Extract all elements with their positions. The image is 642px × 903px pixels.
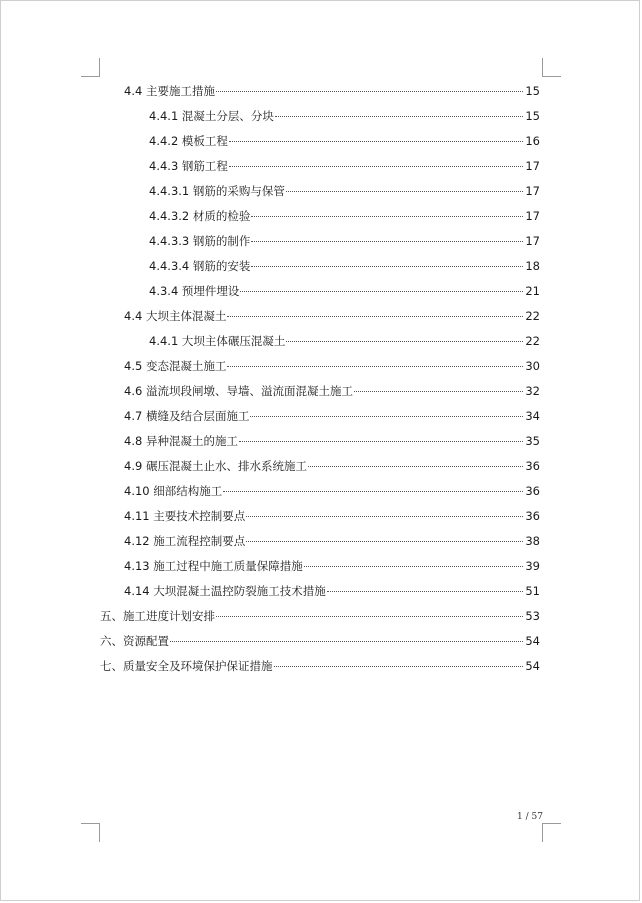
- toc-entry-page-number: 34: [525, 409, 540, 423]
- toc-entry-title: 4.4.3.3 钢筋的制作: [149, 234, 251, 248]
- toc-entry-title: 4.4.1 混凝土分层、分块: [149, 109, 274, 123]
- toc-entry-title: 4.5 变态混凝土施工: [124, 359, 227, 373]
- toc-entry-title: 4.4.3.2 材质的检验: [149, 209, 251, 223]
- toc-leader-dots: [327, 591, 523, 592]
- toc-leader-dots: [274, 666, 524, 667]
- toc-entry[interactable]: [1, 354, 641, 379]
- toc-entry-title: 4.13 施工过程中施工质量保障措施: [124, 559, 303, 573]
- toc-entry[interactable]: [1, 454, 641, 479]
- toc-entry-title: 4.4.3.4 钢筋的安装: [149, 259, 251, 273]
- toc-entry-page-number: 32: [525, 384, 540, 398]
- toc-entry[interactable]: [1, 229, 641, 254]
- toc-entry-page-number: 35: [525, 434, 540, 448]
- toc-entry-title: 4.4 主要施工措施: [124, 84, 215, 98]
- toc-entry-page-number: 53: [525, 609, 540, 623]
- toc-leader-dots: [229, 166, 523, 167]
- toc-entry[interactable]: [1, 654, 641, 679]
- toc-leader-dots: [246, 541, 523, 542]
- toc-entry-page-number: 54: [525, 659, 540, 673]
- toc-entry-title: 4.4.2 模板工程: [149, 134, 228, 148]
- toc-entry-title: 4.12 施工流程控制要点: [124, 534, 246, 548]
- toc-entry-title: 五、施工进度计划安排: [100, 609, 215, 623]
- toc-entry[interactable]: [1, 529, 641, 554]
- toc-leader-dots: [286, 191, 523, 192]
- toc-leader-dots: [170, 641, 523, 642]
- toc-leader-dots: [229, 141, 523, 142]
- toc-entry[interactable]: [1, 629, 641, 654]
- toc-entry-page-number: 15: [525, 109, 540, 123]
- toc-entry-title: 4.14 大坝混凝土温控防裂施工技术措施: [124, 584, 326, 598]
- toc-entry-page-number: 36: [525, 484, 540, 498]
- toc-entry[interactable]: [1, 104, 641, 129]
- toc-entry-title: 4.4.1 大坝主体碾压混凝土: [149, 334, 286, 348]
- toc-leader-dots: [251, 266, 523, 267]
- toc-leader-dots: [246, 516, 523, 517]
- toc-entry-page-number: 30: [525, 359, 540, 373]
- toc-entry[interactable]: [1, 329, 641, 354]
- toc-entry[interactable]: [1, 179, 641, 204]
- toc-entry-page-number: 17: [525, 209, 540, 223]
- toc-entry-page-number: 18: [525, 259, 540, 273]
- toc-entry-page-number: 21: [525, 284, 540, 298]
- toc-entry-page-number: 39: [525, 559, 540, 573]
- toc-entry-title: 4.4.3.1 钢筋的采购与保管: [149, 184, 285, 198]
- toc-entry[interactable]: [1, 479, 641, 504]
- toc-leader-dots: [227, 366, 523, 367]
- toc-leader-dots: [354, 391, 523, 392]
- toc-entry-page-number: 36: [525, 459, 540, 473]
- toc-leader-dots: [275, 116, 523, 117]
- toc-leader-dots: [304, 566, 523, 567]
- toc-entry-page-number: 36: [525, 509, 540, 523]
- toc-entry-title: 4.8 异种混凝土的施工: [124, 434, 238, 448]
- toc-entry[interactable]: [1, 429, 641, 454]
- toc-entry[interactable]: [1, 504, 641, 529]
- toc-entry-page-number: 54: [525, 634, 540, 648]
- toc-entry[interactable]: [1, 279, 641, 304]
- toc-leader-dots: [216, 616, 523, 617]
- crop-mark-bottom-right: [542, 823, 561, 842]
- crop-mark-top-left: [81, 58, 100, 77]
- toc-entry[interactable]: [1, 604, 641, 629]
- toc-entry-title: 4.9 碾压混凝土止水、排水系统施工: [124, 459, 307, 473]
- toc-leader-dots: [227, 316, 523, 317]
- crop-mark-top-right: [542, 58, 561, 77]
- toc-entry-title: 4.4.3 钢筋工程: [149, 159, 228, 173]
- toc-entry-page-number: 16: [525, 134, 540, 148]
- toc-leader-dots: [250, 416, 523, 417]
- toc-entry-title: 4.4 大坝主体混凝土: [124, 309, 227, 323]
- toc-entry[interactable]: [1, 404, 641, 429]
- toc-entry-page-number: 17: [525, 159, 540, 173]
- toc-entry-title: 4.7 横缝及结合层面施工: [124, 409, 250, 423]
- toc-entry-page-number: 22: [525, 309, 540, 323]
- toc-leader-dots: [251, 241, 523, 242]
- toc-entry-page-number: 22: [525, 334, 540, 348]
- toc-entry-title: 六、资源配置: [100, 634, 169, 648]
- toc-leader-dots: [240, 291, 523, 292]
- toc-leader-dots: [286, 341, 523, 342]
- toc-entry-title: 4.6 溢流坝段闸墩、导墙、溢流面混凝土施工: [124, 384, 353, 398]
- toc-entry[interactable]: [1, 579, 641, 604]
- toc-entry[interactable]: [1, 254, 641, 279]
- toc-entry[interactable]: [1, 554, 641, 579]
- toc-entry-page-number: 15: [525, 84, 540, 98]
- table-of-contents: [1, 79, 641, 679]
- toc-leader-dots: [251, 216, 523, 217]
- toc-leader-dots: [223, 491, 523, 492]
- toc-entry-title: 4.3.4 预埋件埋设: [149, 284, 240, 298]
- toc-entry[interactable]: [1, 129, 641, 154]
- toc-entry-page-number: 17: [525, 234, 540, 248]
- crop-mark-bottom-left: [81, 823, 100, 842]
- toc-entry-page-number: 51: [525, 584, 540, 598]
- toc-entry-page-number: 17: [525, 184, 540, 198]
- toc-entry[interactable]: [1, 204, 641, 229]
- toc-entry-page-number: 38: [525, 534, 540, 548]
- toc-leader-dots: [216, 91, 523, 92]
- toc-entry[interactable]: [1, 154, 641, 179]
- toc-entry[interactable]: [1, 79, 641, 104]
- toc-leader-dots: [239, 441, 523, 442]
- toc-entry[interactable]: [1, 379, 641, 404]
- toc-entry-title: 七、质量安全及环境保护保证措施: [100, 659, 273, 673]
- toc-entry-title: 4.10 细部结构施工: [124, 484, 223, 498]
- toc-entry-title: 4.11 主要技术控制要点: [124, 509, 246, 523]
- toc-entry[interactable]: [1, 304, 641, 329]
- page-indicator: 1 / 57: [517, 812, 543, 822]
- toc-leader-dots: [308, 466, 523, 467]
